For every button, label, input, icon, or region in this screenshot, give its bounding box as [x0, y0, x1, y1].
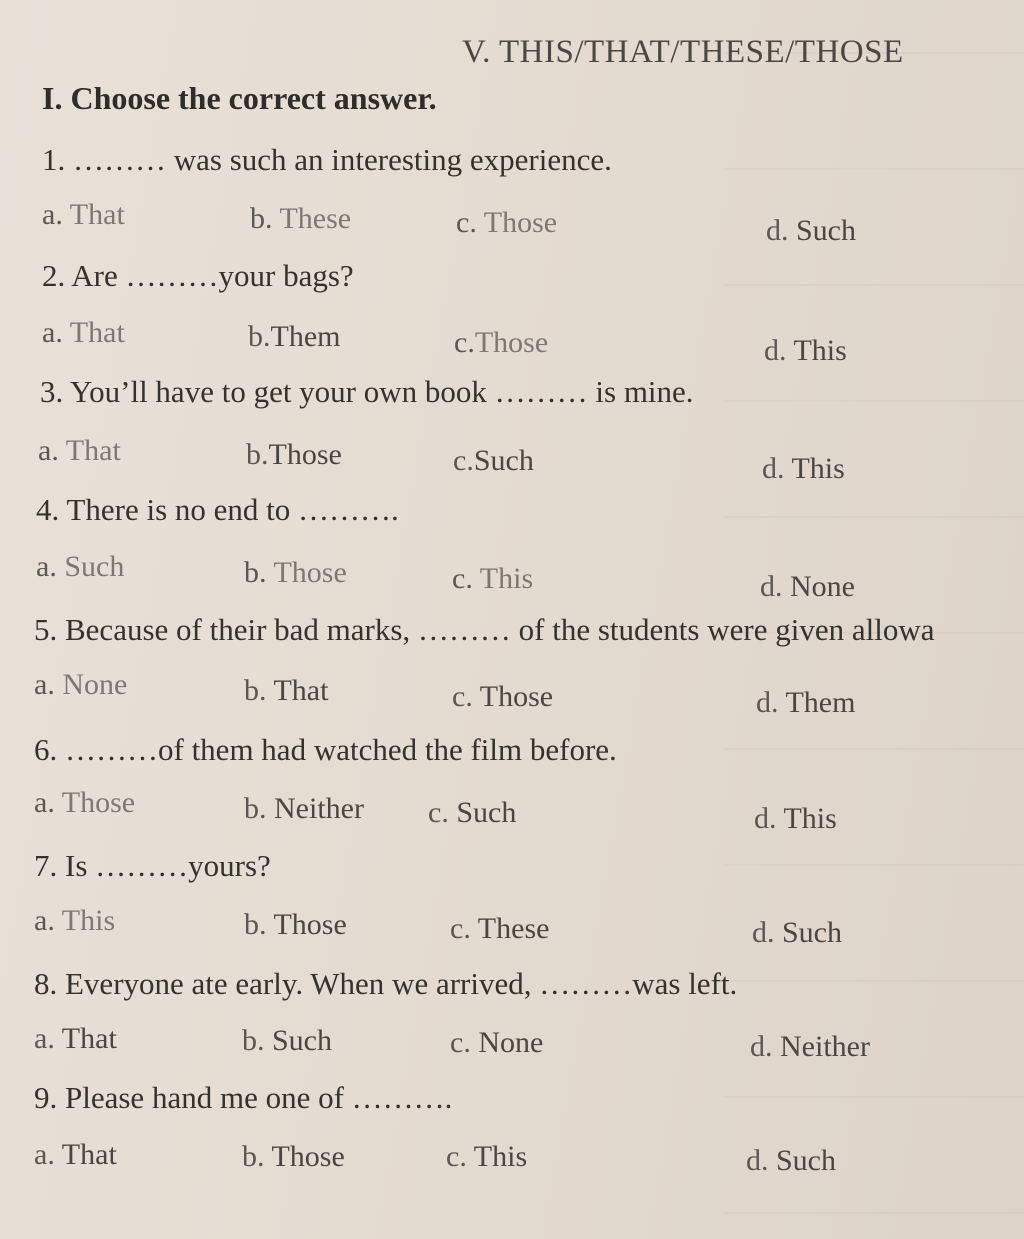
question-1: 1. ……… was such an interesting experience.	[42, 142, 612, 177]
question-7: 7. Is ………yours?	[34, 848, 271, 883]
option-9c: c. This	[446, 1140, 528, 1173]
option-2c: c.Those	[454, 326, 549, 359]
option-3d: d. This	[762, 452, 845, 485]
option-5a: a. None	[34, 668, 128, 701]
question-4: 4. There is no end to ……….	[36, 492, 399, 527]
option-8b: b. Such	[242, 1024, 332, 1057]
option-7b: b. Those	[244, 908, 347, 941]
question-5: 5. Because of their bad marks, ……… of the students were given allowa	[34, 612, 935, 647]
question-8: 8. Everyone ate early. When we arrived, ………was left.	[34, 966, 738, 1001]
option-6c: c. Such	[428, 796, 517, 829]
option-7c: c. These	[450, 912, 550, 945]
option-6a: a. Those	[34, 786, 136, 819]
option-8c: c. None	[450, 1026, 544, 1059]
question-9: 9. Please hand me one of ……….	[34, 1080, 453, 1115]
option-5c: c. Those	[452, 680, 554, 713]
option-3a: a. That	[38, 434, 121, 467]
option-4a: a. Such	[36, 550, 125, 583]
option-1d: d. Such	[766, 214, 856, 247]
option-2d: d. This	[764, 334, 847, 367]
option-6d: d. This	[754, 802, 837, 835]
option-4b: b. Those	[244, 556, 347, 589]
option-4c: c. This	[452, 562, 534, 595]
option-6b: b. Neither	[244, 792, 364, 825]
option-3b: b.Those	[246, 438, 342, 471]
question-6: 6. ………of them had watched the film before.	[34, 732, 617, 767]
section-title: V. THIS/THAT/THESE/THOSE	[462, 34, 904, 70]
option-3c: c.Such	[453, 444, 534, 477]
option-9b: b. Those	[242, 1140, 345, 1173]
option-7d: d. Such	[752, 916, 842, 949]
exercise-title: I. Choose the correct answer.	[42, 80, 437, 116]
option-4d: d. None	[760, 570, 855, 603]
option-9d: d. Such	[746, 1144, 836, 1177]
option-2b: b.Them	[248, 320, 341, 353]
question-2: 2. Are ………your bags?	[42, 258, 354, 293]
option-9a: a. That	[34, 1138, 117, 1171]
option-1b: b. These	[250, 202, 352, 235]
option-8a: a. That	[34, 1022, 117, 1055]
option-2a: a. That	[42, 316, 125, 349]
option-8d: d. Neither	[750, 1030, 870, 1063]
option-5d: d. Them	[756, 686, 856, 719]
question-3: 3. You’ll have to get your own book ……… is mine.	[40, 374, 694, 409]
option-5b: b. That	[244, 674, 329, 707]
option-1a: a. That	[42, 198, 125, 231]
option-7a: a. This	[34, 904, 116, 937]
option-1c: c. Those	[456, 206, 558, 239]
